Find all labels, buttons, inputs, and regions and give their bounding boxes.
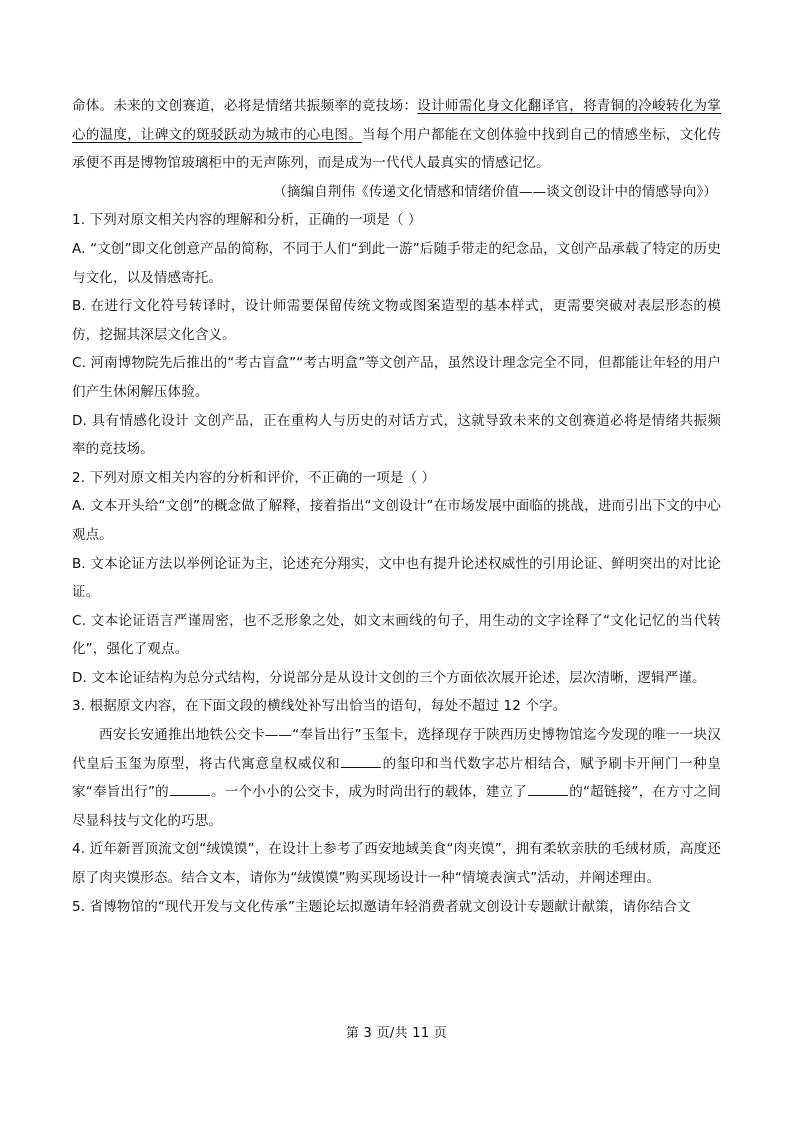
question-5: 5. 省博物馆的“现代开发与文化传承”主题论坛拟邀请年轻消费者就文创设计专题献计献策，请你结合文 [72, 898, 691, 915]
q3-text-part-3: 。一个小小的公交卡，成为时尚出行的载体，建立了 [210, 784, 528, 801]
question-1-option-a: A. “文创”即文化创意产品的简称，不同于人们“到此一游”后随手带走的纪念品，文创产品承载了特定的历史与文化，以及情感寄托。 [72, 240, 721, 286]
fill-in-blank-1[interactable] [341, 753, 381, 768]
question-2-option-d: D. 文本论证结构为总分式结构，分说部分是从设计文创的三个方面依次展开论述，层次清晰，逻辑严谨。 [72, 669, 706, 686]
source-citation: （摘编自荆伟《传递文化情感和情绪价值——谈文创设计中的情感导向》） [273, 183, 717, 200]
question-3-stem: 3. 根据原文内容，在下面文段的横线处补写出恰当的语句，每处不超过 12 个字。 [72, 698, 567, 715]
passage-ending: 当每个用户都能在文创体验中找到自己的情感坐标，文化传承便不再是博物馆玻璃柜中的无声陈列，而是成为一代代人最真实的情感记忆。 [72, 126, 721, 172]
question-2-option-a: A. 文本开头给“文创”的概念做了解释，接着指出“文创设计”在市场发展中面临的挑战，进而引出下文的中心观点。 [72, 498, 721, 543]
passage-paragraph [72, 92, 721, 178]
passage-intro: 命体。未来的文创赛道，必将是情绪共振频率的竞技场： [72, 98, 418, 114]
question-1-option-c: C. 河南博物院先后推出的“考古盲盒”“考古明盒”等文创产品，虽然设计理念完全不同，但都能让年轻的用户们产生休闲解压体验。 [72, 355, 721, 400]
question-1-option-b: B. 在进行文化符号转译时，设计师需要保留传统文物或图案造型的基本样式，更需要突破对表层形态的模仿，挖掘其深层文化含义。 [72, 298, 721, 343]
q3-text-part-1: 西安长安通推出地铁公交卡——“奉旨出行”玉玺卡，选择现存于陕西历史博物馆迄今发现的唯一一块汉代皇后玉玺为原型，将古代寓意皇权威仪和 [72, 727, 721, 772]
fill-in-blank-3[interactable] [528, 781, 568, 796]
q3-text-part-2: 的玺印和当代数字芯片相结合，赋予刷卡开闸门一种皇家“奉旨出行”的 [72, 755, 721, 801]
question-2-stem: 2. 下列对原文相关内容的分析和评价，不正确的一项是（ ） [72, 469, 436, 486]
document-body [72, 92, 721, 921]
question-3-passage [72, 721, 721, 835]
q3-text-part-4: 的“超链接”，在方寸之间尽显科技与文化的巧思。 [72, 784, 722, 829]
underlined-sentence: 设计师需化身文化翻译官，将青铜的冷峻转化为掌心的温度，让碑文的斑驳跃动为城市的心电图。 [72, 98, 721, 143]
question-4: 4. 近年新晋顶流文创“绒馍馍”，在设计上参考了西安地域美食“肉夹馍”，拥有柔软亲肤的毛绒材质，高度还原了肉夹馍形态。结合文本，请你为“绒馍馍”购买现场设计一种“情境表演式”活动，并阐述理由。 [72, 841, 721, 887]
question-2-option-b: B. 文本论证方法以举例论证为主，论述充分翔实，文中也有提升论述权威性的引用论证、鲜明突出的对比论证。 [72, 555, 721, 601]
fill-in-blank-2[interactable] [170, 781, 210, 796]
question-1-stem: 1. 下列对原文相关内容的理解和分析，正确的一项是（ ） [72, 212, 422, 229]
question-1-option-d: D. 具有情感化设计 文创产品，正在重构人与历史的对话方式，这就导致未来的文创赛道必将是情绪共振频率的竞技场。 [72, 412, 721, 458]
page-number-footer: 第 3 页/共 11 页 [345, 1026, 448, 1041]
question-2-option-c: C. 文本论证语言严谨周密，也不乏形象之处，如文末画线的句子，用生动的文字诠释了“文化记忆的当代转化”，强化了观点。 [72, 612, 721, 658]
